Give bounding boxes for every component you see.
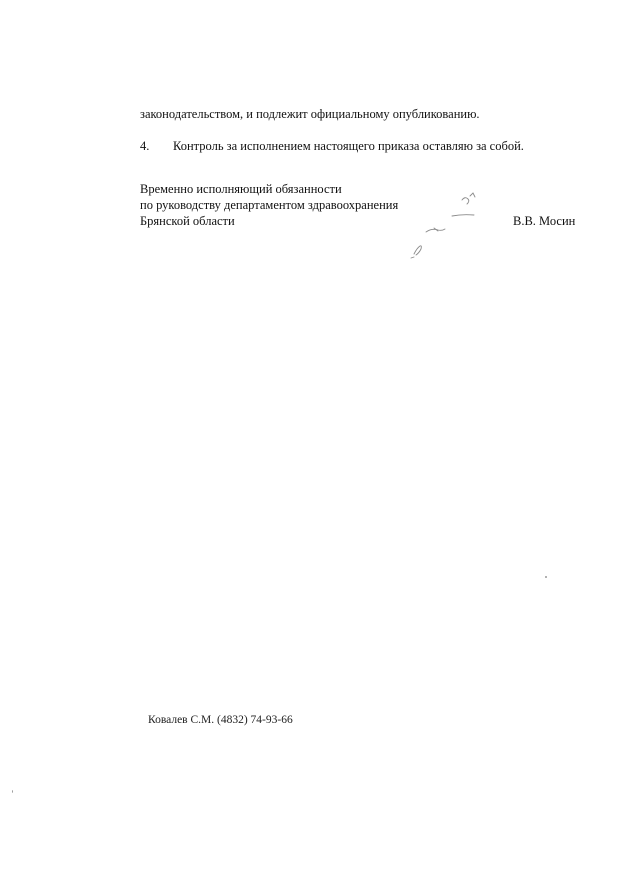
signer-name: В.В. Мосин [513, 214, 576, 228]
signer-position-line-2: по руководству департаментом здравоохранения [140, 198, 399, 212]
item-text: Контроль за исполнением настоящего приказа оставляю за собой. [173, 139, 524, 153]
signer-position-line-3: Брянской области [140, 214, 235, 228]
signer-position-line-1: Временно исполняющий обязанности [140, 182, 342, 196]
item-number: 4. [140, 139, 150, 153]
scan-speck [545, 576, 547, 578]
handwritten-signature [400, 188, 495, 268]
contact-info: Ковалев С.М. (4832) 74-93-66 [148, 714, 293, 726]
scan-speck [12, 790, 13, 793]
continuation-text: законодательством, и подлежит официальному опубликованию. [140, 107, 480, 121]
